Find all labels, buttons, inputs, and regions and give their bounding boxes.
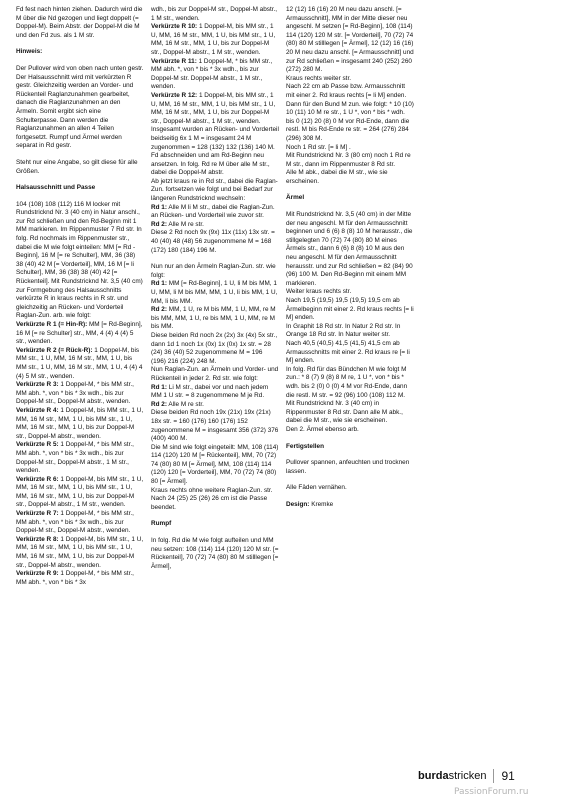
- column-1: [16, 6, 144, 587]
- design-name: Kremke: [309, 500, 334, 508]
- paragraph-aermel: In Graphit 18 Rd str. In Natur 2 Rd str. In Orange 18 Rd str. In Natur weiter str.: [286, 322, 401, 339]
- row-instruction: [16, 510, 144, 536]
- row-label: Verkürzte R 2 (= Rück-R):: [16, 346, 93, 354]
- paragraph: Noch 1 Rd str. [= li M] .: [286, 143, 351, 151]
- paragraph: Fd fest nach hinten ziehen. Dadurch wird die M über die Nd gezogen und liegt doppelt (= Doppel-M). Beim Abstr. der Doppel-M die M und den Fd zus. als 1 M str.: [16, 6, 143, 39]
- paragraph-angabe: Steht nur eine Angabe, so gilt diese für alle Größen.: [16, 158, 138, 175]
- paragraph-halsausschnitt: 104 (108) 108 (112) 116 M locker mit Rundstricknd Nr. 3 (40 cm) in Natur anschl., zur Rd schließen und den Rd-Beginn mit 1 MM markieren. Im Rippenmuster 7 Rd str. In folg. Rd nochmals im Rippenmuster str., dabei die M wie folgt einteilen: MM [= Rd -Beginn], 16 M [= re Schulter], MM, 36 (38) 38 (40) 42 M [= Vorderteil], MM, 16 M [= li Schulter], MM, 36 (38) 38 (40) 42 [= Rückenteil]. Mit Rundstricknd Nr. 3,5 (40 cm) zur Formgebung des Halsausschnitts verkürzte R in kraus rechts in R str. und gleichzeitig an Rücken- und Vorderteil Raglan-Zun. arb. wie folgt:: [16, 200, 143, 320]
- paragraph: wdh., bis zur Doppel-M str., Doppel-M abstr., 1 M str., wenden.: [151, 6, 278, 22]
- row-text: 1 Doppel-M, bis MM str., 1 U, MM, 16 M str., MM, 1 U, bis MM str., 1 U, MM, 16 M str., MM, 1 U, bis zur Doppel-M str., Doppel-M abstr., wenden.: [16, 406, 144, 440]
- row-text: 1 Doppel-M, bis MM str., 1 U, MM, 16 M str., MM, 1 U, bis MM str., 1 U, MM, 16 M str., MM, 1 U, bis zur Doppel-M str., Doppel-M abstr., 1 M str., wenden.: [16, 475, 144, 509]
- row-label: Verkürzte R 3:: [16, 381, 59, 389]
- round-label: Rd 2:: [151, 400, 167, 408]
- paragraph: Diese beiden Rd noch 19x (21x) 19x (21x) 18x str. = 160 (176) 160 (176) 152 zugenommene M = insgesamt 356 (372) 376 (400) 400 M.: [151, 409, 279, 443]
- round-instruction: [151, 384, 279, 401]
- row-label: Verkürzte R 12:: [151, 91, 198, 99]
- heading-rumpf: Rumpf: [151, 520, 172, 528]
- magazine-brand-rest: stricken: [448, 770, 487, 782]
- paragraph: Nun nur an den Ärmeln Raglan-Zun. str. wie folgt:: [151, 263, 276, 279]
- row-label: Verkürzte R 11:: [151, 57, 197, 65]
- paragraph: Kraus rechts weiter str.: [286, 74, 351, 82]
- row-instruction: [16, 536, 144, 570]
- paragraph: Nun Raglan-Zun. an Ärmeln und Vorder- und Rückenteil in jeder 2. Rd str. wie folgt:: [151, 366, 279, 382]
- paragraph: Nach 22 cm ab Passe bzw. Armausschnitt mit einer 2. Rd kraus rechts [= li M] enden.: [286, 83, 407, 99]
- paragraph-hinweis: Der Pullover wird von oben nach unten gestr. Der Halsausschnitt wird mit verkürzten R gestr. Gleichzeitig werden an Vorder- und Rückenteil Raglanzunahmen gearbeitet, danach die Raglanzunahmen an den Ärmeln. Somit ergibt sich eine Schulterpasse. Dann werden die Raglanzunahmen an allen 4 Teilen fortgesetzt. Rumpf und Ärmel werden separat in Rd gestr.: [16, 64, 144, 150]
- row-text: 1 Doppel-M, bis MM str., 1 U, MM, 16 M str., MM, 1 U, bis MM str., 1 U, MM, 16 M str., MM, 1 U, bis zur Doppel-M str., Doppel-M abstr., 1 M str., wenden. Insgesamt wurden an Rücken- und Vorderteil beidseitig 6x 1 M = insgesamt 24 M zugenommen = 128 (132) 132 (136) 140 M.: [151, 91, 279, 151]
- row-text: 1 Doppel-M, bis MM str., 1 U, MM, 16 M str., MM, 1 U, bis MM str., 1 U, MM, 16 M str., MM, 1 U, bis zur Doppel-M str., Doppel-M abstr., wenden.: [16, 535, 144, 569]
- round-text: Alle M re str.: [166, 400, 204, 408]
- paragraph-aermel: Mit Rundstricknd Nr. 3 (40 cm) in Rippenmuster 8 Rd str. Dann alle M abk., dabei die M str., wie sie erscheinen.: [286, 400, 403, 425]
- row-instruction: [16, 441, 144, 475]
- paragraph: Nach 24 (25) 25 (26) 26 cm ist die Passe beendet.: [151, 495, 268, 511]
- row-instruction: [16, 381, 144, 407]
- paragraph-aermel: Mit Rundstricknd Nr. 3,5 (40 cm) in der Mitte der neu angeschl. M für den Armausschnitt beginnen und 6 (6) 8 (8) 10 M herausstr., die stillgelegten 70 (72) 74 (80) 80 M eines Ärmels str., dann 6 (6) 8 (8) 10 M aus den neu angeschl. M für den Armausschnitt herausstr. und zur Rd schließen = 82 (84) 90 (96) 100 M. Den Rd-Beginn mit einem MM markieren.: [286, 211, 413, 287]
- row-label: Verkürzte R 4:: [16, 406, 59, 414]
- paragraph: Fd abschneiden und am Rd-Beginn neu ansetzen. In folg. Rd re M über alle M str., dabei die Doppel-M abstr.: [151, 152, 270, 177]
- paragraph: Alle M abk., dabei die M str., wie sie erscheinen.: [286, 169, 388, 185]
- round-label: Rd 1:: [151, 280, 167, 288]
- paragraph-faeden: Alle Fäden vernähen.: [286, 484, 347, 492]
- heading-halsausschnitt: Halsausschnitt und Passe: [16, 184, 96, 192]
- round-text: MM [= Rd-Beginn], 1 U, li M bis MM, 1 U, MM, li M bis MM, MM, 1 U, li bis MM, 1 U, MM, li bis MM.: [151, 280, 278, 305]
- paragraph-fertigstellen: Pullover spannen, anfeuchten und trocknen lassen.: [286, 459, 410, 475]
- page-footer: [418, 769, 515, 783]
- paragraph: Die M sind wie folgt eingeteilt: MM, 108 (114) 114 (120) 120 M [= Rückenteil], MM, 70 (72) 74 (80) 80 M [= Ärmel], MM, 108 (114) 114 (120) 120 [= Vorderteil], MM, 70 (72) 74 (80) 80 [= Ärmel].: [151, 443, 279, 486]
- row-text: 1 Doppel-M, bis MM str., 1 U, MM, 16 M str., MM, 1 U, bis MM str., 1 U, MM, 16 M str., MM, 1 U, bis zur Doppel-M str., Doppel-M abstr., 1 M str., wenden.: [151, 23, 276, 56]
- row-instruction: [151, 92, 279, 152]
- paragraph: Diese beiden Rd noch 2x (2x) 3x (4x) 5x str., dann 1d 1 noch 1x (0x) 1x (0x) 1x str. = 28 (24) 36 (40) 52 zugenommene M = 196 (196) 216 (224) 248 M.: [151, 331, 278, 365]
- round-instruction: [151, 204, 279, 221]
- column-3: [286, 6, 414, 517]
- row-instruction: [16, 407, 144, 441]
- round-text: MM, 1 U, re M bis MM, 1 U, MM, re M bis MM, MM, 1 U, re bis MM, 1 U, MM, re M bis MM.: [151, 306, 276, 331]
- round-text: Alle M li M str., dabei die Raglan-Zun. an Rücken- und Vorderteil wie zuvor str.: [151, 203, 275, 220]
- row-label: Verkürzte R 10:: [151, 23, 198, 31]
- row-instruction: [16, 321, 144, 347]
- row-instruction: [151, 58, 279, 92]
- round-instruction: [151, 280, 279, 306]
- row-instruction: [151, 23, 279, 57]
- round-label: Rd 2:: [151, 306, 167, 314]
- row-text: MM [= Rd-Beginn], 16 M [= re Schulter] str., MM, 4 (4) 4 (4) 5 str., wenden.: [16, 321, 143, 346]
- round-text: Alle M re str.: [166, 220, 204, 228]
- paragraph: Diese 2 Rd noch 9x (9x) 11x (11x) 13x str. = 40 (40) 48 (48) 56 zugenommene M = 168 (172) 180 (184) 196 M.: [151, 229, 275, 254]
- row-text: 1 Doppel-M, * bis MM str., MM abh. *, von * bis * 3x wdh., bis zur Doppel-M str. Doppel-M abstr., 1 M str., wenden.: [151, 57, 273, 91]
- paragraph-aermel: Nach 40,5 (40,5) 41,5 (41,5) 41,5 cm ab Armausschnitts mit einer 2. Rd kraus re [= li M] enden.: [286, 339, 410, 365]
- row-instruction: [16, 347, 144, 381]
- magazine-brand: burda: [418, 770, 449, 782]
- row-label: Verkürzte R 7:: [16, 510, 59, 518]
- paragraph: Ab jetzt kraus re in Rd str., dabei die Raglan-Zun. fortsetzen wie folgt und bei Bedarf zur längeren Rundstricknd wechseln:: [151, 177, 278, 203]
- heading-hinweis: Hinweis:: [16, 48, 43, 56]
- row-label: Verkürzte R 9:: [16, 570, 59, 578]
- paragraph-aermel: In folg. Rd für das Bündchen M wie folgt M zun.: * 8 (7) 9 (8) 8 M re, 1 U *, von * bis * wdh. bis 2 (0) 0 (0) 4 M vor Rd-Ende, dann die restl. M str. = 92 (96) 100 (108) 112 M.: [286, 365, 408, 399]
- paragraph-aermel: Weiter kraus rechts str.: [286, 288, 352, 296]
- row-text: 1 Doppel-M, * bis MM str., MM abh. *, von * bis * 3x: [16, 570, 134, 586]
- column-2: [151, 6, 279, 571]
- row-label: Verkürzte R 8:: [16, 535, 59, 543]
- round-label: Rd 1:: [151, 203, 167, 211]
- design-credit: [286, 501, 414, 510]
- paragraph: 12 (12) 16 (16) 20 M neu dazu anschl. [= Armausschnitt], MM in der Mitte dieser neu angeschl. M setzen [= Rd-Beginn], 108 (114) 114 (120) 120 M str. [= Vorderteil], 70 (72) 74 (80) 80 M stilllegen [= Ärmel], 12 (12) 16 (16) 20 M neu dazu anschl. [= Armausschnitt] und zur Rd schließen = insgesamt 240 (252) 260 (272) 280 M.: [286, 6, 414, 74]
- paragraph: Kraus rechts ohne weitere Raglan-Zun. str.: [151, 486, 273, 494]
- paragraph-rumpf: In folg. Rd die M wie folgt aufteilen und MM neu setzen: 108 (114) 114 (120) 120 M str. [= Rückenteil], 70 (72) 74 (80) 80 M stilllegen [= Ärmel],: [151, 537, 279, 570]
- watermark: PassionForum.ru: [454, 787, 529, 797]
- round-text: Li M str., dabei vor und nach jedem MM 1 U str. = 8 zugenommene M je Rd.: [151, 383, 269, 400]
- footer-divider: [493, 769, 494, 783]
- round-instruction: [151, 306, 279, 332]
- paragraph-aermel: Nach 19,5 (19,5) 19,5 (19,5) 19,5 cm ab Ärmelbeginn mit einer 2. Rd kraus rechts [= li M] enden.: [286, 297, 414, 322]
- round-label: Rd 1:: [151, 383, 167, 391]
- heading-fertigstellen: Fertigstellen: [286, 442, 324, 450]
- design-label: Design:: [286, 500, 310, 508]
- round-instruction: [151, 221, 279, 230]
- row-instruction: [16, 570, 144, 587]
- row-label: Verkürzte R 1 (= Hin-R):: [16, 321, 88, 328]
- row-text: 1 Doppel-M, bis MM str., 1 U, MM, 16 M str., MM, 1 U, bis MM str., 1 U, MM, 16 M str., MM, 1 U, 4 (4) 4 (4) 5 M str., wenden.: [16, 346, 143, 380]
- row-text: 1 Doppel-M, * bis MM str., MM abh. *, von * bis * 3x wdh., bis zur Doppel-M str., Doppel-M abstr., wenden.: [16, 510, 134, 535]
- row-text: 1 Doppel-M, * bis MM str., MM abh. *, von * bis * 3x wdh., bis zur Doppel-M str., Doppel-M abstr., wenden.: [16, 381, 134, 406]
- row-instruction: [16, 476, 144, 510]
- round-instruction: [151, 401, 279, 410]
- row-text: 1 Doppel-M, * bis MM str., MM abh. *, von * bis * 3x wdh., bis zur Doppel-M str., Doppel-M abstr., 1 M str., wenden.: [16, 441, 134, 475]
- heading-aermel: Ärmel: [286, 194, 305, 202]
- row-label: Verkürzte R 5:: [16, 441, 59, 449]
- round-label: Rd 2:: [151, 220, 167, 228]
- paragraph-aermel: Den 2. Ärmel ebenso arb.: [286, 425, 359, 433]
- row-label: Verkürzte R 6:: [16, 475, 59, 483]
- page-number: 91: [501, 769, 515, 783]
- paragraph: Dann für den Bund M zun. wie folgt: * 10 (10) 10 (11) 10 M re str., 1 U *, von * bis * wdh. bis 0 (12) 20 (8) 0 M vor Rd-Ende, dann die restl. M bis Rd-Ende re str. = 264 (276) 284 (296) 308 M.: [286, 100, 414, 142]
- paragraph: Mit Rundstricknd Nr. 3 (80 cm) noch 1 Rd re M str., dann im Rippenmuster 8 Rd str.: [286, 152, 411, 168]
